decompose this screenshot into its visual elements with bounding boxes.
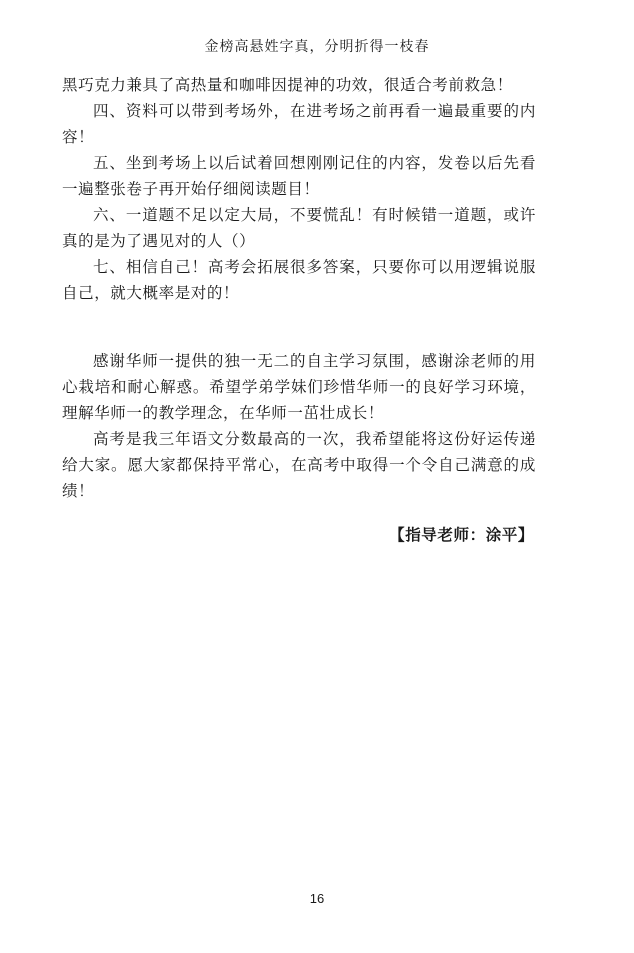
page-content	[62, 72, 536, 548]
paragraph-tip-five: 五、坐到考场上以后试着回想刚刚记住的内容，发卷以后先看一遍整张卷子再开始仔细阅读题目！	[62, 154, 536, 198]
paragraph-thanks: 感谢华师一提供的独一无二的自主学习氛围，感谢涂老师的用心栽培和耐心解惑。希望学弟学妹们珍惜华师一的良好学习环境，理解华师一的教学理念，在华师一茁壮成长！	[62, 352, 536, 422]
paragraph-chocolate-tip: 黑巧克力兼具了高热量和咖啡因提神的功效，很适合考前救急！	[62, 76, 513, 94]
section-spacer	[62, 306, 536, 348]
page-number: 16	[309, 891, 325, 906]
running-header: 金榜高悬姓字真，分明折得一枝春	[204, 39, 430, 55]
advisor-signature: 【指导老师：涂平】	[389, 525, 534, 544]
paragraph-tip-four: 四、资料可以带到考场外，在进考场之前再看一遍最重要的内容！	[62, 102, 536, 146]
paragraph-tip-seven: 七、相信自己！高考会拓展很多答案，只要你可以用逻辑说服自己，就大概率是对的！	[62, 258, 536, 302]
paragraph-wishes: 高考是我三年语文分数最高的一次，我希望能将这份好运传递给大家。愿大家都保持平常心，在高考中取得一个令自己满意的成绩！	[62, 430, 536, 500]
paragraph-tip-six: 六、一道题不足以定大局，不要慌乱！有时候错一道题，或许真的是为了遇见对的人（）	[62, 206, 536, 250]
